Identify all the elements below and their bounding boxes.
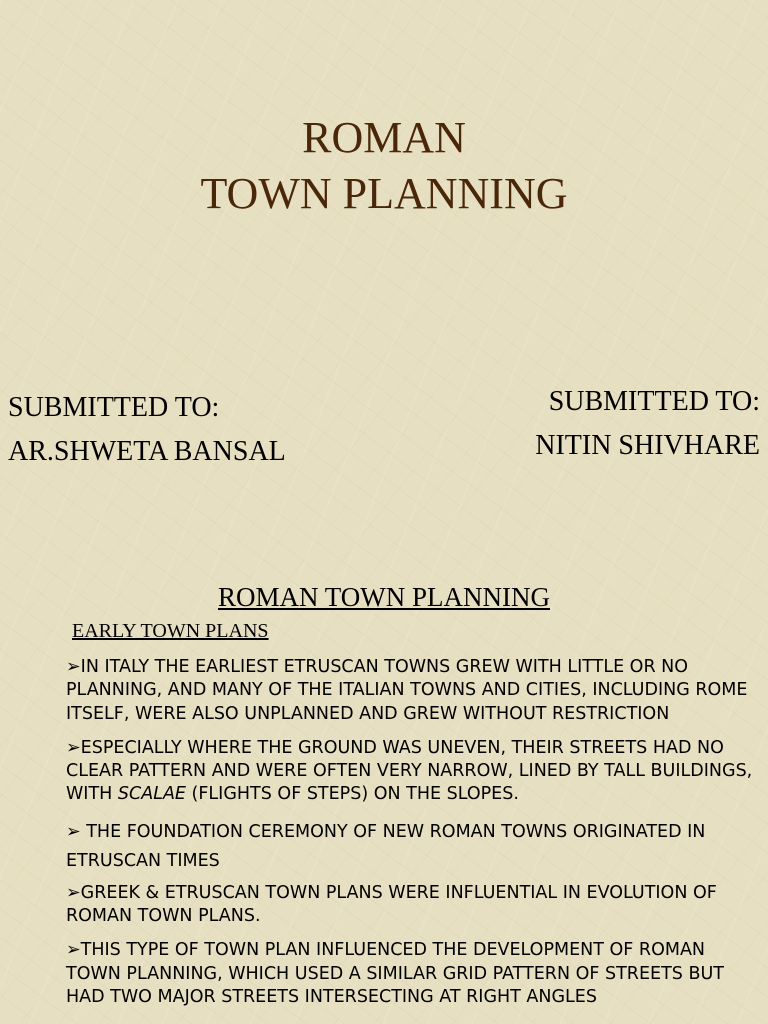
arrow-bullet-icon: ➢: [66, 882, 81, 903]
submitted-to-right: [535, 380, 760, 468]
arrow-bullet-icon: ➢: [66, 821, 81, 842]
arrow-bullet-icon: ➢: [66, 657, 81, 677]
arrow-bullet-icon: ➢: [66, 737, 81, 758]
bullet-item: [66, 939, 756, 1009]
bullet-item: [66, 656, 756, 726]
title-line-1: ROMAN: [302, 113, 466, 162]
bullet-text: IN ITALY THE EARLIEST ETRUSCAN TOWNS GREW WITH LITTLE OR NO PLANNING, AND MANY OF THE ITALIAN TOWNS AND CITIES, INCLUDING ROME ITSELF, WERE ALSO UNPLANNED AND GREW WITHOUT RESTRICTION: [66, 657, 748, 724]
submitted-label-left: SUBMITTED TO:: [8, 392, 220, 423]
arrow-bullet-icon: ➢: [66, 940, 81, 961]
section-heading: ROMAN TOWN PLANNING: [217, 582, 550, 612]
bullet-text: ESPECIALLY WHERE THE GROUND WAS UNEVEN, THEIR STREETS HAD NO CLEAR PATTERN AND WERE OFTEN VERY NARROW, LINED BY TALL BUILDINGS, WITH: [66, 737, 753, 805]
bullet-italic-term: SCALAE: [117, 784, 186, 805]
submitted-name-right: NITIN SHIVHARE: [535, 430, 760, 461]
bullet-item: [66, 882, 756, 929]
submitted-to-left: [8, 386, 286, 474]
submitted-name-left: AR.SHWETA BANSAL: [8, 436, 286, 467]
bullet-item: [66, 818, 756, 876]
bullet-text-end: (FLIGHTS OF STEPS) ON THE SLOPES.: [185, 784, 519, 805]
submitted-label-right: SUBMITTED TO:: [548, 386, 760, 417]
content-slide: [0, 560, 768, 1024]
bullet-text: GREEK & ETRUSCAN TOWN PLANS WERE INFLUENTIAL IN EVOLUTION OF ROMAN TOWN PLANS.: [66, 882, 717, 927]
subsection-heading: EARLY TOWN PLANS: [72, 620, 269, 642]
bullet-item: [66, 737, 756, 807]
bullet-list: [66, 656, 756, 1020]
title-line-2: TOWN PLANNING: [200, 169, 568, 218]
bullet-text: THIS TYPE OF TOWN PLAN INFLUENCED THE DEVELOPMENT OF ROMAN TOWN PLANNING, WHICH USED A SIMILAR GRID PATTERN OF STREETS BUT HAD TWO MAJOR STREETS INTERSECTING AT RIGHT ANGLES: [66, 940, 724, 1007]
bullet-text: THE FOUNDATION CEREMONY OF NEW ROMAN TOWNS ORIGINATED IN ETRUSCAN TIMES: [66, 821, 706, 871]
slide-title: [0, 110, 768, 222]
